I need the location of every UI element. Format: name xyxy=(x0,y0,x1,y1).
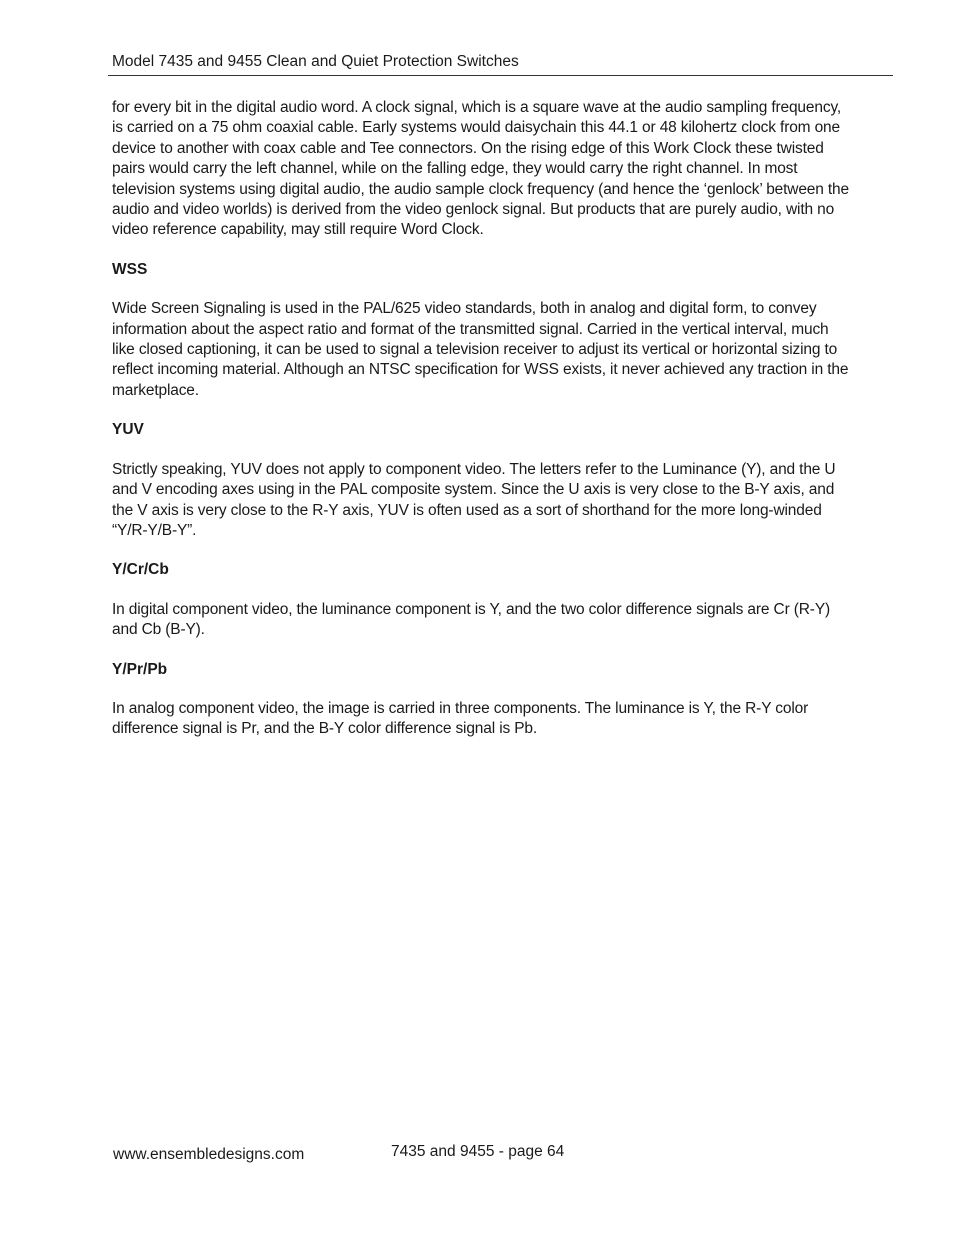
document-body xyxy=(112,98,852,740)
section-body-yprpb: In analog component video, the image is carried in three components. The luminance is Y, the R-Y color difference signal is Pr, and the B-Y color difference signal is Pb. xyxy=(112,699,809,738)
header-divider xyxy=(108,75,893,76)
section-body-wss: Wide Screen Signaling is used in the PAL/625 video standards, both in analog and digital form, to convey information about the aspect ratio and format of the transmitted signal. Carried in the vertical interval, much like closed captioning, it can be used to signal a television receiver to adjust its vertical or horizontal sizing to reflect incoming material. Although an NTSC specification for WSS exists, it never achieved any traction in the marketplace. xyxy=(112,300,849,399)
section-body-yuv: Strictly speaking, YUV does not apply to component video. The letters refer to the Luminance (Y), and the U and V encoding axes using in the PAL composite system. Since the U axis is very close to the B-Y axis, and the V axis is very close to the R-Y axis, YUV is often used as a sort of shorthand for the more long-winded “Y/R-Y/B-Y”. xyxy=(112,460,836,539)
section-heading-yprpb: Y/Pr/Pb xyxy=(112,660,168,678)
page-header-title: Model 7435 and 9455 Clean and Quiet Protection Switches xyxy=(112,53,519,70)
section-heading-wss: WSS xyxy=(112,260,148,278)
intro-paragraph: for every bit in the digital audio word. A clock signal, which is a square wave at the audio sampling frequency, is carried on a 75 ohm coaxial cable. Early systems would daisychain this 44.1 or 48 kilohertz clock from one device to another with coax cable and Tee connectors. On the rising edge of this Work Clock these twisted pairs would carry the left channel, while on the falling edge, they would carry the right channel. In most television systems using digital audio, the audio sample clock frequency (and hence the ‘genlock’ between the audio and video worlds) is derived from the video genlock signal. But products that are purely audio, with no video reference capability, may still require Word Clock. xyxy=(112,99,849,239)
section-heading-ycrcb: Y/Cr/Cb xyxy=(112,561,169,579)
footer-website-link[interactable]: www.ensembledesigns.com xyxy=(113,1146,305,1163)
footer-page-number: 7435 and 9455 - page 64 xyxy=(391,1143,565,1160)
section-body-ycrcb: In digital component video, the luminance component is Y, and the two color difference signals are Cr (R-Y) and Cb (B-Y). xyxy=(112,600,831,639)
section-heading-yuv: YUV xyxy=(112,421,144,439)
